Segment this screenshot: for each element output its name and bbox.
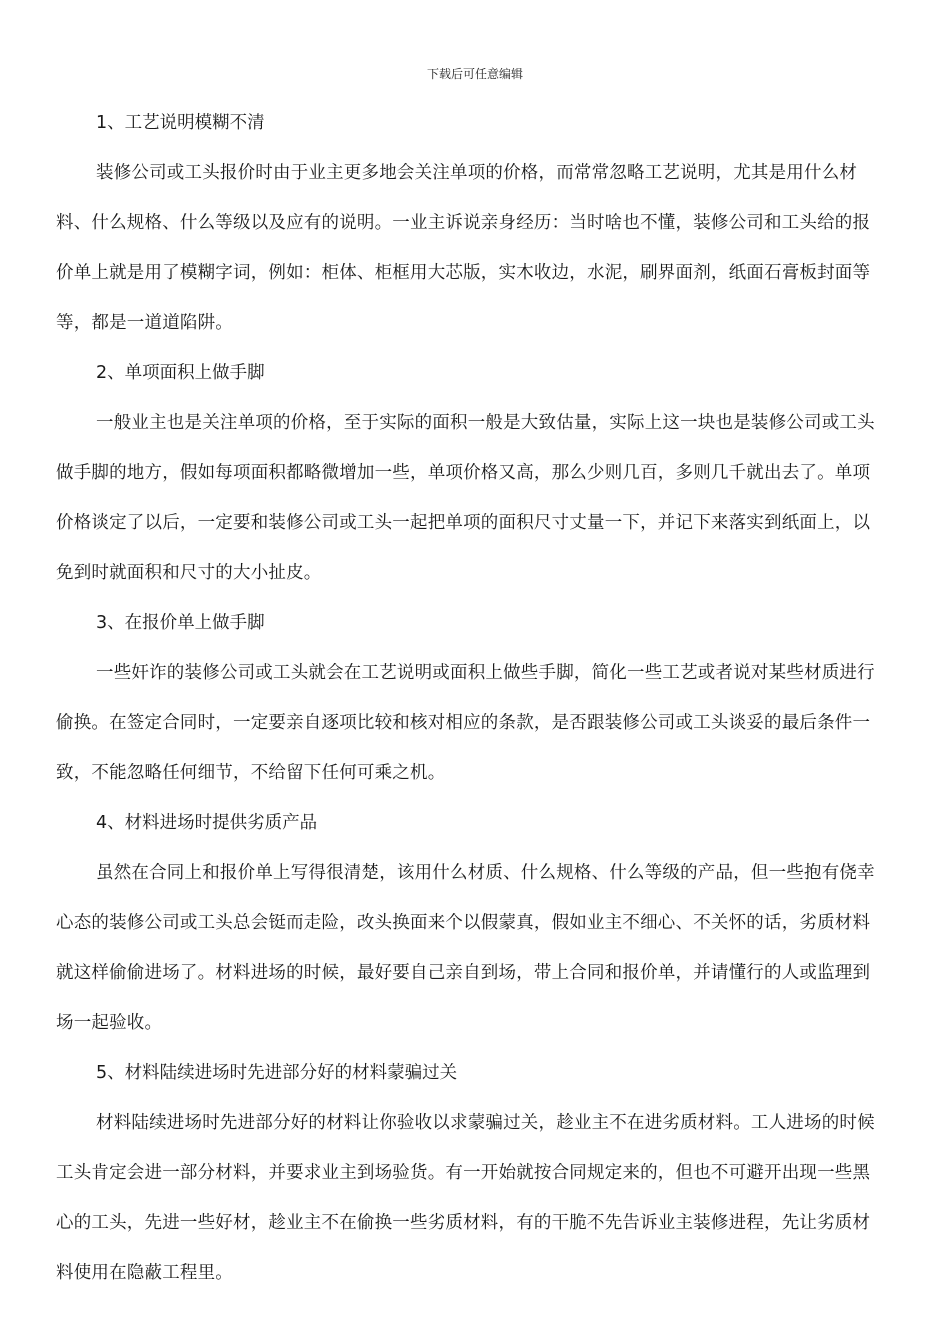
- section-paragraph: 一些奸诈的装修公司或工头就会在工艺说明或面积上做些手脚，简化一些工艺或者说对某些材质进行偷换。在签定合同时，一定要亲自逐项比较和核对相应的条款，是否跟装修公司或工头谈妥的最后条件一致，不能忽略任何细节，不给留下任何可乘之机。: [56, 663, 875, 783]
- section-heading: 4、材料进场时提供劣质产品: [96, 813, 318, 833]
- section-4: [56, 798, 886, 1048]
- section-paragraph: 材料陆续进场时先进部分好的材料让你验收以求蒙骗过关，趁业主不在进劣质材料。工人进场的时候工头肯定会进一部分材料，并要求业主到场验货。有一开始就按合同规定来的，但也不可避开出现一些黑心的工头，先进一些好材，趁业主不在偷换一些劣质材料，有的干脆不先告诉业主装修进程，先让劣质材料使用在隐蔽工程里。: [56, 1113, 875, 1283]
- section-heading: 5、材料陆续进场时先进部分好的材料蒙骗过关: [96, 1063, 458, 1083]
- section-heading: 1、工艺说明模糊不清: [96, 113, 265, 133]
- section-5: [56, 1048, 886, 1298]
- section-paragraph: 装修公司或工头报价时由于业主更多地会关注单项的价格，而常常忽略工艺说明，尤其是用什么材料、什么规格、什么等级以及应有的说明。一业主诉说亲身经历：当时啥也不懂，装修公司和工头给的报价单上就是用了模糊字词，例如：柜体、柜框用大芯版，实木收边，水泥，刷界面剂，纸面石膏板封面等等，都是一道道陷阱。: [56, 163, 871, 333]
- section-heading: 2、单项面积上做手脚: [96, 363, 265, 383]
- header-note: 下载后可任意编辑: [426, 67, 523, 81]
- section-2: [56, 348, 886, 598]
- document-body: [56, 98, 886, 1298]
- section-1: [56, 98, 886, 348]
- section-heading: 3、在报价单上做手脚: [96, 613, 265, 633]
- section-paragraph: 虽然在合同上和报价单上写得很清楚，该用什么材质、什么规格、什么等级的产品，但一些抱有侥幸心态的装修公司或工头总会铤而走险，改头换面来个以假蒙真，假如业主不细心、不关怀的话，劣质材料就这样偷偷进场了。材料进场的时候，最好要自己亲自到场，带上合同和报价单，并请懂行的人或监理到场一起验收。: [56, 863, 875, 1033]
- section-3: [56, 598, 886, 798]
- section-paragraph: 一般业主也是关注单项的价格，至于实际的面积一般是大致估量，实际上这一块也是装修公司或工头做手脚的地方，假如每项面积都略微增加一些，单项价格又高，那么少则几百，多则几千就出去了。单项价格谈定了以后，一定要和装修公司或工头一起把单项的面积尺寸丈量一下，并记下来落实到纸面上，以免到时就面积和尺寸的大小扯皮。: [56, 413, 875, 583]
